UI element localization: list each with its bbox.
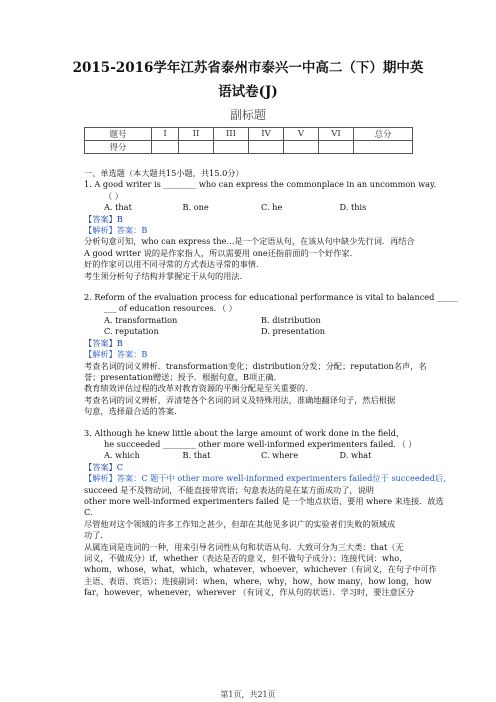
q1-option-d: D. this [339, 202, 367, 213]
score-cell [152, 141, 179, 154]
q2-stem: 2. Reform of the evaluation process for educational performance is vital to balanced _____ [84, 292, 458, 303]
q1-option-a: A. that [104, 202, 132, 213]
q3-option-b: B. that [182, 450, 211, 461]
doc-subtitle: 副标题 [229, 108, 266, 122]
q3-explanation-line: whom，whose，what，which，whatever，whoever，whichever（有词义，在句子中可作 [84, 564, 437, 575]
score-row-label: 得分 [85, 141, 152, 154]
q2-option-d: D. presentation [261, 326, 326, 337]
q2-option-c: C. reputation [104, 326, 159, 337]
q2-explanation-line: 教育绩效评估过程的改革对教育资源的平衡分配是至关重要的． [84, 383, 314, 394]
score-cell [214, 141, 249, 154]
score-cell [249, 141, 284, 154]
score-cell [284, 141, 319, 154]
doc-title-line-2: 语试卷(J) [218, 84, 278, 100]
q1-paren: （ ） [104, 190, 123, 201]
q1-stem: 1. A good writer is ________ who can express the commonplace in an uncommon way. [84, 179, 437, 190]
q1-option-b: B. one [182, 202, 209, 213]
q2-option-a: A. transformation [104, 314, 178, 325]
score-header-cell: IV [249, 128, 284, 141]
doc-title-line-1: 2015-2016学年江苏省泰州市泰兴一中高二（下）期中英 [72, 60, 424, 76]
q3-explanation-line: C． [84, 507, 99, 518]
score-header-cell: 题号 [85, 128, 152, 141]
q2-options-row-2 [84, 326, 418, 337]
q3-stem-cont: he succeeded ________ other more well-informed experimenters failed．（ ） [104, 438, 417, 449]
score-header-cell: VI [319, 128, 354, 141]
q3-stem: 3. Although he knew little about the large amount of work done in the field， [84, 427, 405, 438]
q3-explanation-line: far，however，whenever，wherever （有词义，作从句的状语）．学习时，要注意区分 [84, 587, 415, 598]
q3-options [84, 450, 418, 461]
q3-explanation-line: 从属连词是连词的一种，用来引导名词性从句和状语从句．大致可分为三大类：that（无 [84, 541, 404, 552]
score-cell [179, 141, 214, 154]
q2-explanation-line: 句意，选择最合适的答案． [84, 406, 183, 417]
score-table-header-row [85, 128, 413, 141]
q3-answer: 【答案】C [84, 461, 124, 472]
q2-explanation-line: 誉；presentation赠送；授予．根据句意，B项正确． [84, 371, 282, 382]
q2-explanation-line: 考查名词的词义辨析，弄清楚各个名词的词义及特殊用法，准确地翻译句子，然后根据 [84, 394, 396, 405]
q2-options-row-1 [84, 315, 418, 326]
score-header-cell: II [179, 128, 214, 141]
q3-explanation-line: 尽管他对这个领域的许多工作知之甚少，但却在其他见多识广的实验者们失败的领域成 [84, 518, 396, 529]
q3-option-d: D. what [339, 450, 372, 461]
score-header-cell: 总分 [354, 128, 413, 141]
spacer [84, 282, 418, 292]
q2-option-b: B. distribution [261, 314, 321, 325]
score-cell [354, 141, 413, 154]
q1-option-c: C. he [261, 202, 283, 213]
score-table-score-row [85, 141, 413, 154]
q1-analysis: 【解析】答案：B [84, 225, 148, 236]
q2-explanation-line: 考查名词的词义辨析．transformation变化；distribution分发；分配；reputation名声，名 [84, 360, 427, 371]
q3-explanation-line: other more well-informed experimenters failed 是一个地点状语，要用 where 来连接．故选 [84, 495, 444, 506]
q2-analysis: 【解析】答案：B [84, 349, 148, 360]
score-table [84, 127, 413, 154]
q1-explanation-line: A good writer 说的是作家指人，所以需要用 one还指前面的一个好作家. [84, 247, 353, 258]
q2-stem-cont: ___ of education resources．（ ） [104, 303, 237, 314]
q3-explanation-line: 功了． [84, 530, 109, 541]
q1-explanation-line: 好的作家可以用不同寻常的方式表达寻常的事情. [84, 259, 259, 270]
q1-answer: 【答案】B [84, 213, 123, 224]
q3-option-c: C. where [261, 450, 299, 461]
q3-explanation-line: succeed 是不及物动词，不能直接带宾语；句意表达的是在某方面成功了，说明 [84, 484, 374, 495]
q1-explanation-line: 分析句意可知，who can express the…是一个定语从句，在该从句中缺少先行词．再结合 [84, 236, 415, 247]
q3-option-a: A. which [104, 450, 140, 461]
q3-analysis: 【解析】答案：C 题干中 other more well-informed experimenters failed位于 succeeded后， [84, 473, 452, 484]
q3-explanation-line: 主语、表语、宾语）；连接副词：when，where，why，how，how many，how long，how [84, 575, 432, 586]
q2-answer: 【答案】B [84, 337, 123, 348]
q1-options [84, 202, 418, 213]
score-header-cell: V [284, 128, 319, 141]
page-footer: 第1页，共21页 [220, 690, 276, 699]
q3-explanation-line: 词义，不做成分）if，whether（表达是否的意义，但不做句子成分）；连接代词：who， [84, 553, 408, 563]
q1-explanation-line: 考生须分析句子结构并掌握定于从句的用法. [84, 270, 243, 281]
score-header-cell: III [214, 128, 249, 141]
score-header-cell: I [152, 128, 179, 141]
document-content [84, 168, 458, 599]
score-cell [319, 141, 354, 154]
section-heading: 一、单选题（本大题共15小题，共15.0分） [84, 168, 244, 178]
spacer [84, 418, 418, 428]
